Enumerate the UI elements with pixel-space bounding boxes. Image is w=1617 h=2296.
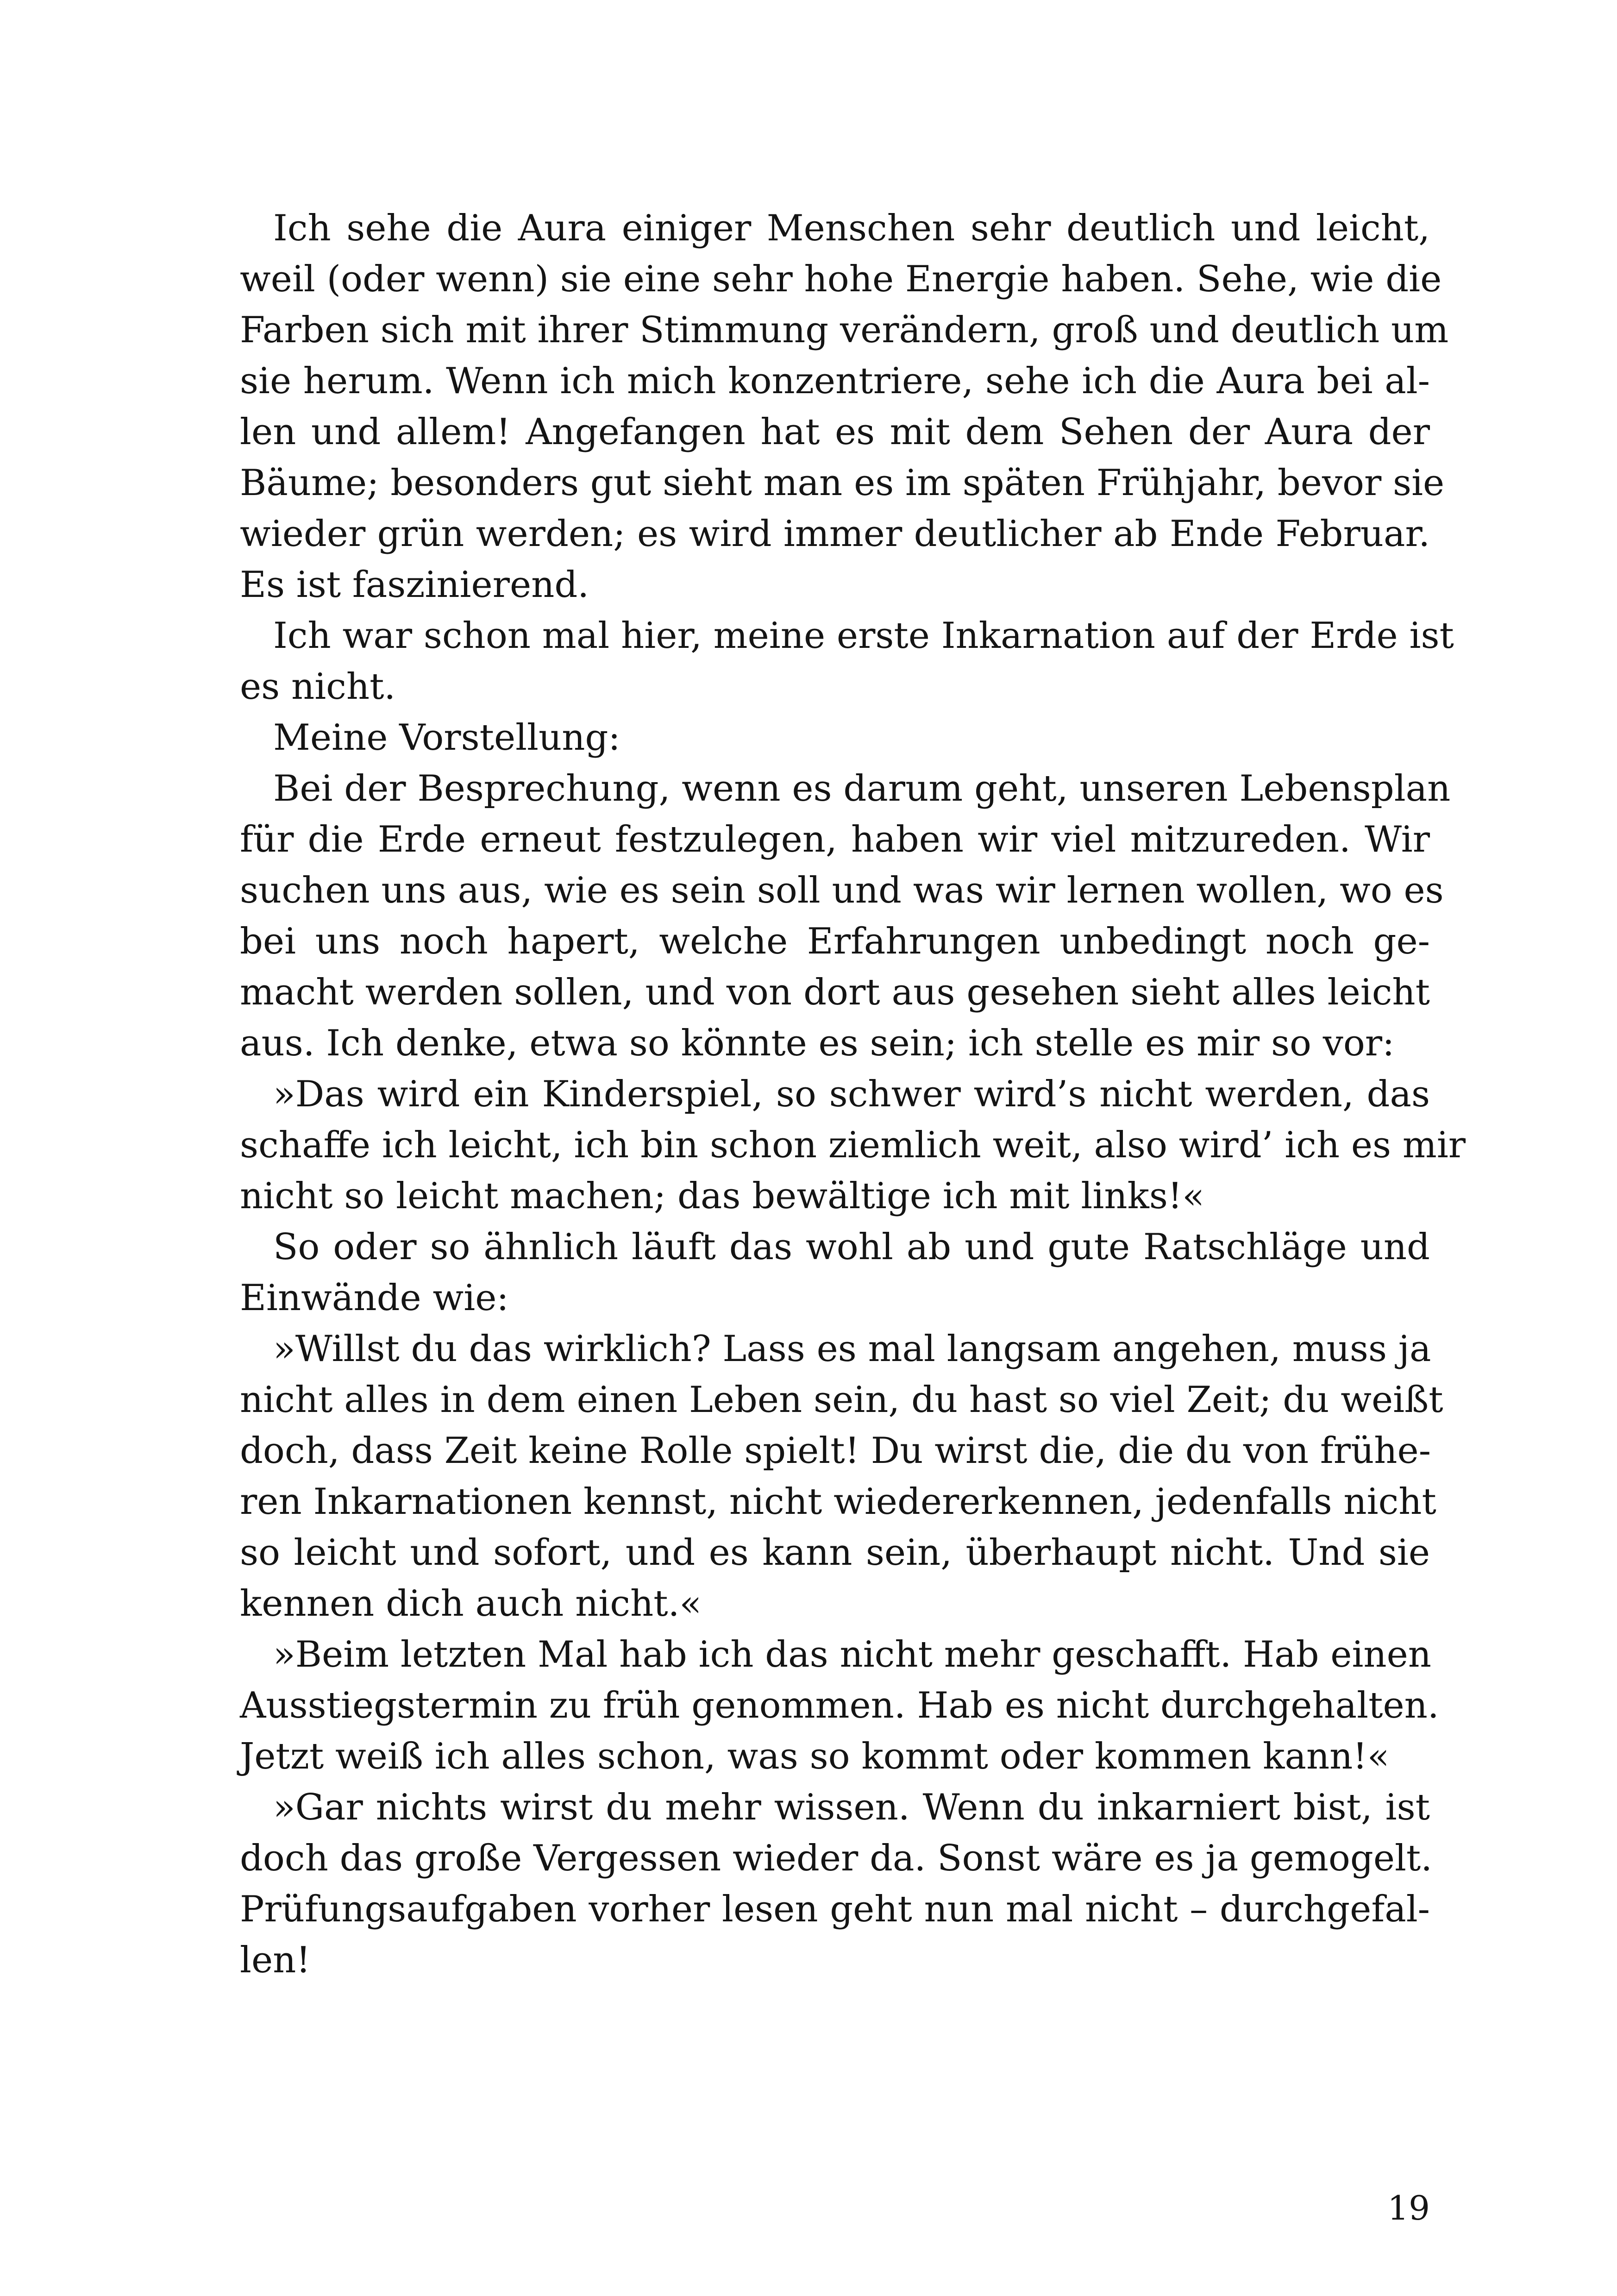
text-line: »Beim letzten Mal hab ich das nicht mehr geschafft. Hab einen xyxy=(273,1634,1432,1675)
text-line: »Das wird ein Kinderspiel, so schwer wird’s nicht werden, das xyxy=(273,1073,1430,1115)
text-line: Ich sehe die Aura einiger Menschen sehr deutlich und leicht, xyxy=(273,207,1430,249)
text-line: macht werden sollen, und von dort aus gesehen sieht alles leicht xyxy=(240,972,1430,1013)
text-line: bei uns noch hapert, welche Erfahrungen unbedingt noch ge- xyxy=(240,921,1430,962)
text-line: so leicht und sofort, und es kann sein, überhaupt nicht. Und sie xyxy=(240,1532,1430,1574)
text-line: Bei der Besprechung, wenn es darum geht, unseren Lebensplan xyxy=(273,768,1451,809)
text-line: len und allem! Angefangen hat es mit dem Sehen der Aura der xyxy=(240,411,1430,453)
text-line: nicht so leicht machen; das bewältige ich mit links!« xyxy=(240,1175,1204,1217)
body-text xyxy=(240,203,1466,1986)
text-line: Farben sich mit ihrer Stimmung verändern, groß und deutlich um xyxy=(240,309,1449,351)
text-line: aus. Ich denke, etwa so könnte es sein; ich stelle es mir so vor: xyxy=(240,1023,1395,1064)
text-line: es nicht. xyxy=(240,666,396,708)
text-line: für die Erde erneut festzulegen, haben wir viel mitzureden. Wir xyxy=(240,819,1430,860)
page-number: 19 xyxy=(1387,2189,1430,2227)
text-line: kennen dich auch nicht.« xyxy=(240,1583,702,1625)
text-line: Ausstiegstermin zu früh genommen. Hab es nicht durchgehalten. xyxy=(240,1685,1439,1726)
text-line: ren Inkarnationen kennst, nicht wiedererkennen, jedenfalls nicht xyxy=(240,1481,1436,1523)
text-line: Prüfungsaufgaben vorher lesen geht nun mal nicht – durchgefal- xyxy=(240,1888,1430,1930)
text-line: So oder so ähnlich läuft das wohl ab und gute Ratschläge und xyxy=(273,1226,1430,1268)
text-line: len! xyxy=(240,1939,311,1981)
text-line: wieder grün werden; es wird immer deutlicher ab Ende Februar. xyxy=(240,513,1430,555)
text-line: Ich war schon mal hier, meine erste Inkarnation auf der Erde ist xyxy=(273,615,1454,657)
text-line: nicht alles in dem einen Leben sein, du hast so viel Zeit; du weißt xyxy=(240,1379,1443,1421)
text-line: Meine Vorstellung: xyxy=(273,717,620,759)
text-line: weil (oder wenn) sie eine sehr hohe Energie haben. Sehe, wie die xyxy=(240,258,1442,300)
text-line: Einwände wie: xyxy=(240,1277,509,1319)
text-line: Bäume; besonders gut sieht man es im späten Frühjahr, bevor sie xyxy=(240,462,1445,504)
text-line: doch, dass Zeit keine Rolle spielt! Du wirst die, die du von frühe- xyxy=(240,1430,1431,1472)
text-line: suchen uns aus, wie es sein soll und was wir lernen wollen, wo es xyxy=(240,870,1444,911)
text-line: »Willst du das wirklich? Lass es mal langsam angehen, muss ja xyxy=(273,1328,1431,1370)
text-line: schaffe ich leicht, ich bin schon ziemlich weit, also wird’ ich es mir xyxy=(240,1124,1466,1166)
text-line: doch das große Vergessen wieder da. Sonst wäre es ja gemogelt. xyxy=(240,1838,1433,1879)
text-line: Es ist faszinierend. xyxy=(240,564,589,606)
text-line: sie herum. Wenn ich mich konzentriere, sehe ich die Aura bei al- xyxy=(240,360,1430,402)
text-line: »Gar nichts wirst du mehr wissen. Wenn du inkarniert bist, ist xyxy=(273,1787,1430,1828)
text-line: Jetzt weiß ich alles schon, was so kommt oder kommen kann!« xyxy=(240,1736,1390,1777)
